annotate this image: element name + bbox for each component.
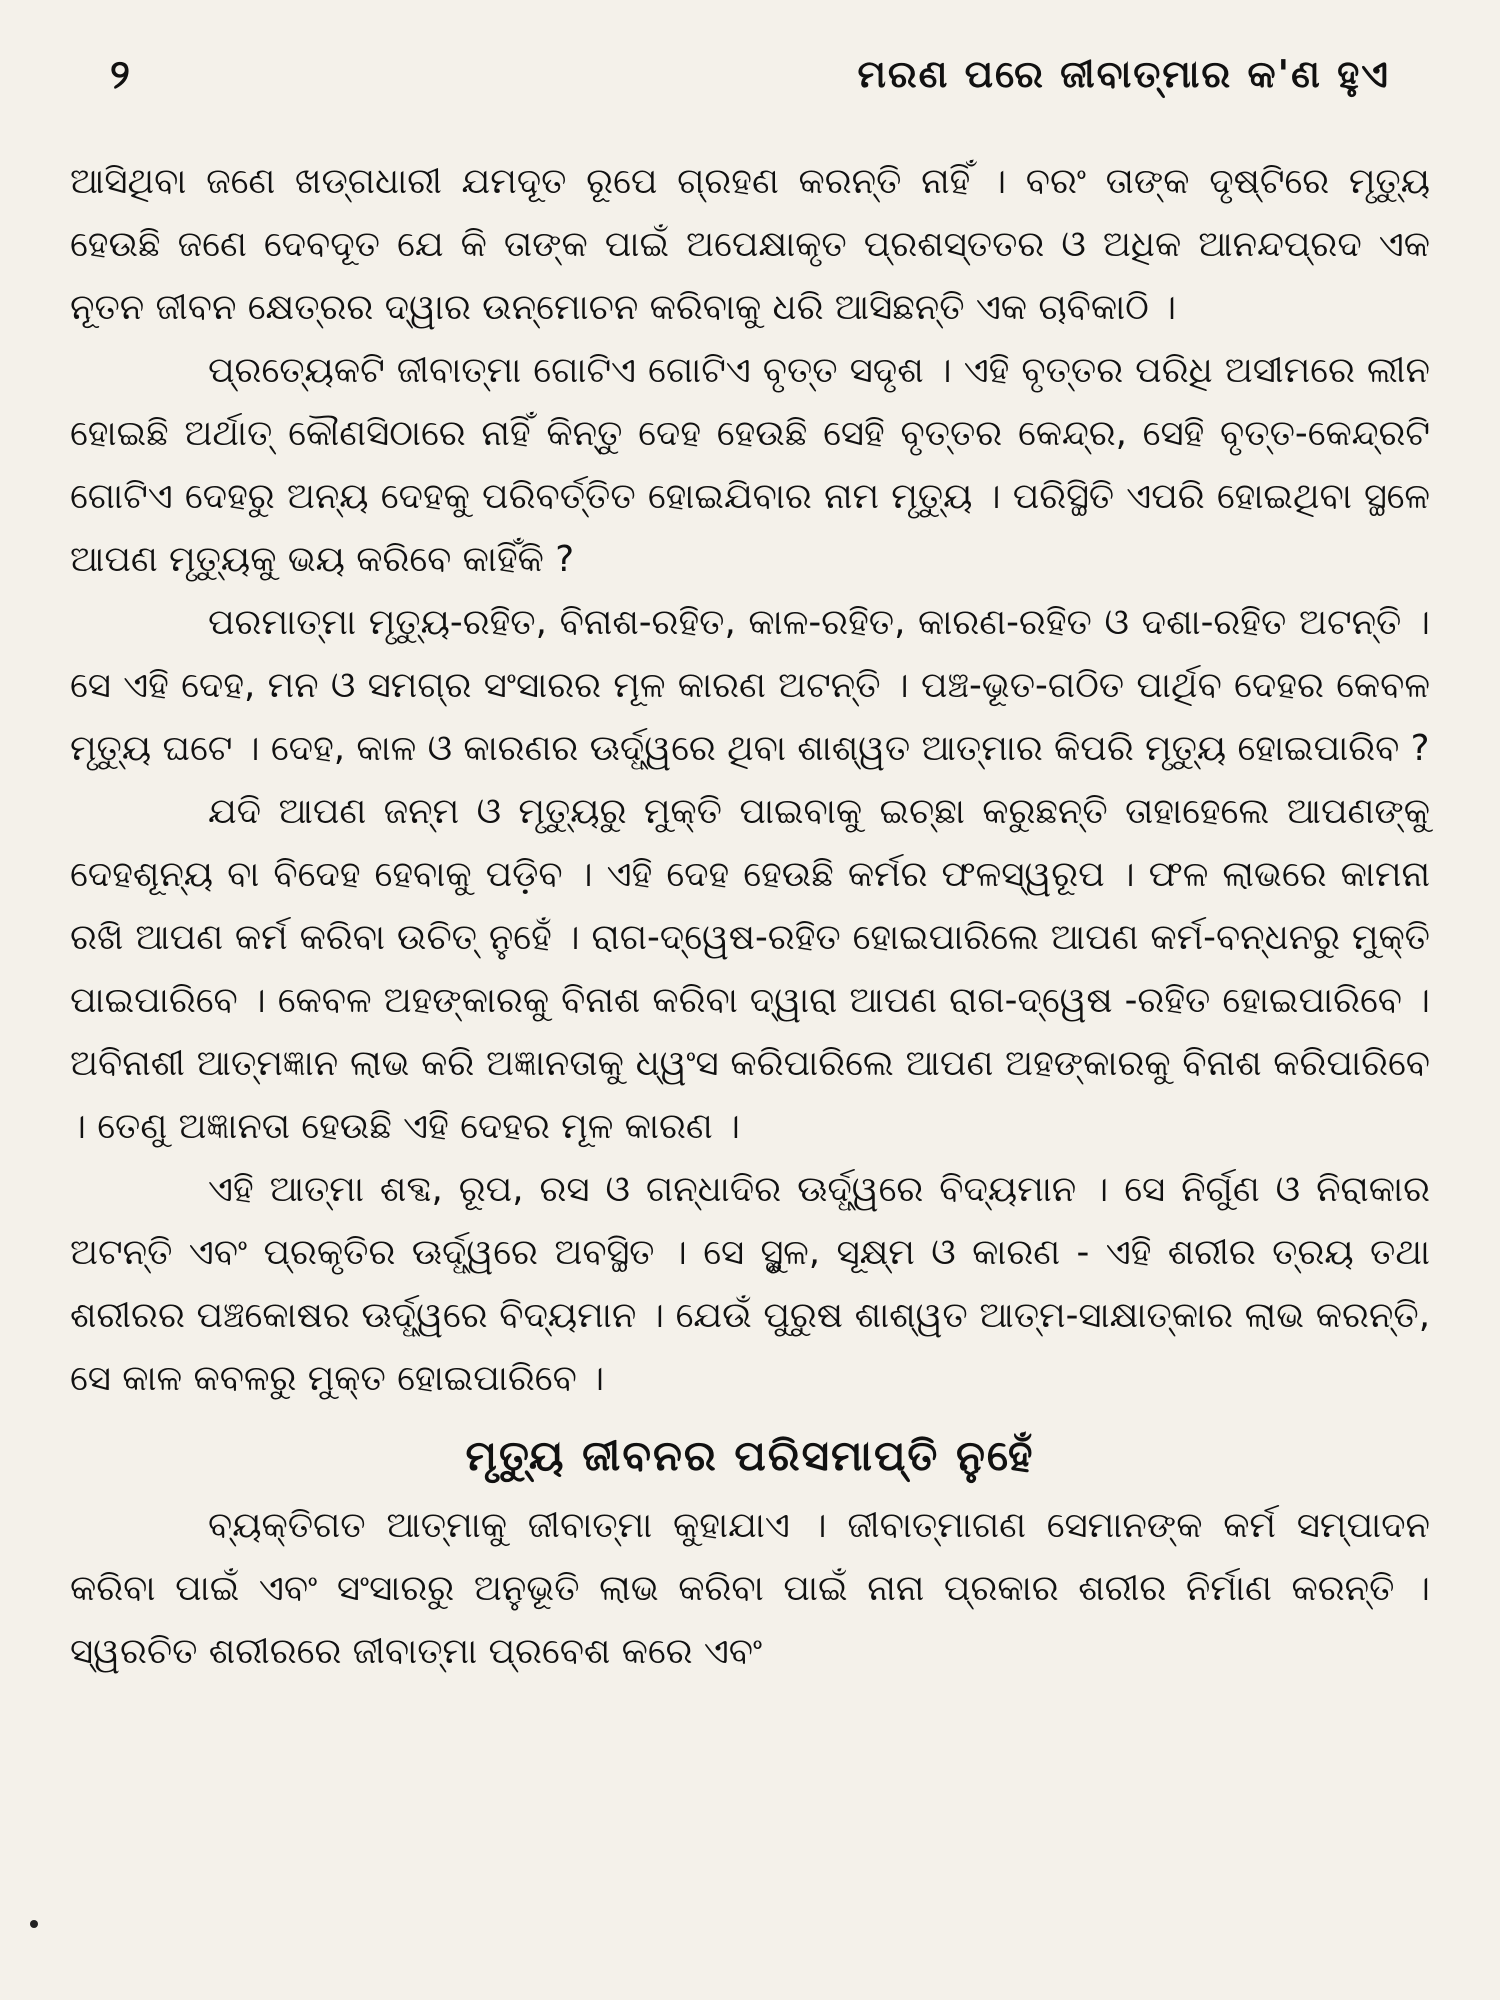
paragraph-2: ପ୍ରତ୍ୟେକଟି ଜୀବାତ୍ମା ଗୋଟିଏ ଗୋଟିଏ ବୃତ୍ତ ସଦୃଶ । ଏହି ବୃତ୍ତର ପରିଧି ଅସୀମରେ ଲୀନ ହୋଇଛି ଅର୍ଥାତ୍ କୌଣସିଠାରେ ନାହିଁ କିନ୍ତୁ ଦେହ ହେଉଛି ସେହି ବୃତ୍ତର କେନ୍ଦ୍ର, ସେହି ବୃତ୍ତ-କେନ୍ଦ୍ରଟି ଗୋଟିଏ ଦେହରୁ ଅନ୍ୟ ଦେହକୁ ପରିବର୍ତ୍ତିତ ହୋଇଯିବାର ନାମ ମୃତ୍ୟୁ । ପରିସ୍ଥିତି ଏପରି ହୋଇଥିବା ସ୍ଥଳେ ଆପଣ ମୃତ୍ୟୁକୁ ଭୟ କରିବେ କାହିଁକି ? xyxy=(70,350,1430,580)
margin-dot-mark xyxy=(30,1920,38,1928)
paragraph-4: ଯଦି ଆପଣ ଜନ୍ମ ଓ ମୃତ୍ୟୁରୁ ମୁକ୍ତି ପାଇବାକୁ ଇଚ୍ଛା କରୁଛନ୍ତି ତାହାହେଲେ ଆପଣଙ୍କୁ ଦେହଶୂନ୍ୟ ବା ବିଦେହ ହେବାକୁ ପଡ଼ିବ । ଏହି ଦେହ ହେଉଛି କର୍ମର ଫଳସ୍ୱରୂପ । ଫଳ ଲାଭରେ କାମନା ରଖି ଆପଣ କର୍ମ କରିବା ଉଚିତ୍ ନୁହେଁ । ରାଗ-ଦ୍ୱେଷ-ରହିତ ହୋଇପାରିଲେ ଆପଣ କର୍ମ-ବନ୍ଧନରୁ ମୁକ୍ତି ପାଇପାରିବେ । କେବଳ ଅହଙ୍କାରକୁ ବିନାଶ କରିବା ଦ୍ୱାରା ଆପଣ ରାଗ-ଦ୍ୱେଷ -ରହିତ ହୋଇପାରିବେ । ଅବିନାଶୀ ଆତ୍ମଜ୍ଞାନ ଲାଭ କରି ଅଜ୍ଞାନତାକୁ ଧ୍ୱଂସ କରିପାରିଲେ ଆପଣ ଅହଙ୍କାରକୁ ବିନାଶ କରିପାରିବେ । ତେଣୁ ଅଜ୍ଞାନତା ହେଉଛି ଏହି ଦେହର ମୂଳ କାରଣ । xyxy=(70,791,1430,1147)
page-number: ୨ xyxy=(110,52,130,98)
paragraph-5: ଏହି ଆତ୍ମା ଶବ୍ଦ, ରୂପ, ରସ ଓ ଗନ୍ଧାଦିର ଊର୍ଦ୍ଧ୍ୱରେ ବିଦ୍ୟମାନ । ସେ ନିର୍ଗୁଣ ଓ ନିରାକାର ଅଟନ୍ତି ଏବଂ ପ୍ରକୃତିର ଊର୍ଦ୍ଧ୍ୱରେ ଅବସ୍ଥିତ । ସେ ସ୍ଥୁଳ, ସୂକ୍ଷ୍ମ ଓ କାରଣ - ଏହି ଶରୀର ତ୍ରୟ ତଥା ଶରୀରର ପଞ୍ଚକୋଷର ଊର୍ଦ୍ଧ୍ୱରେ ବିଦ୍ୟମାନ । ଯେଉଁ ପୁରୁଷ ଶାଶ୍ୱତ ଆତ୍ମ-ସାକ୍ଷାତ୍କାର ଲାଭ କରନ୍ତି, ସେ କାଳ କବଳରୁ ମୁକ୍ତ ହୋଇପାରିବେ । xyxy=(70,1169,1430,1399)
paragraph-3: ପରମାତ୍ମା ମୃତ୍ୟୁ-ରହିତ, ବିନାଶ-ରହିତ, କାଳ-ରହିତ, କାରଣ-ରହିତ ଓ ଦଶା-ରହିତ ଅଟନ୍ତି । ସେ ଏହି ଦେହ, ମନ ଓ ସମଗ୍ର ସଂସାରର ମୂଳ କାରଣ ଅଟନ୍ତି । ପଞ୍ଚ-ଭୂତ-ଗଠିତ ପାର୍ଥିବ ଦେହର କେବଳ ମୃତ୍ୟୁ ଘଟେ । ଦେହ, କାଳ ଓ କାରଣର ଊର୍ଦ୍ଧ୍ୱରେ ଥିବା ଶାଶ୍ୱତ ଆତ୍ମାର କିପରି ମୃତ୍ୟୁ ହୋଇପାରିବ ? xyxy=(70,602,1430,769)
running-title: ମରଣ ପରେ ଜୀବାତ୍ମାର କ'ଣ ହୁଏ xyxy=(857,52,1390,96)
section-heading: ମୃତ୍ୟୁ ଜୀବନର ପରିସମାପ୍ତି ନୁହେଁ xyxy=(465,1431,1035,1480)
page-body xyxy=(70,150,1430,1683)
paragraph-1: ଆସିଥିବା ଜଣେ ଖଡ୍‌ଗଧାରୀ ଯମଦୂତ ରୂପେ ଗ୍ରହଣ କରନ୍ତି ନାହିଁ । ବରଂ ତାଙ୍କ ଦୃଷ୍ଟିରେ ମୃତ୍ୟୁ ହେଉଛି ଜଣେ ଦେବଦୂତ ଯେ କି ତାଙ୍କ ପାଇଁ ଅପେକ୍ଷାକୃତ ପ୍ରଶସ୍ତତର ଓ ଅଧିକ ଆନନ୍ଦପ୍ରଦ ଏକ ନୂତନ ଜୀବନ କ୍ଷେତ୍ରର ଦ୍ୱାର ଉନ୍ମୋଚନ କରିବାକୁ ଧରି ଆସିଛନ୍ତି ଏକ ଚାବିକାଠି । xyxy=(70,161,1430,328)
section-paragraph-1: ବ୍ୟକ୍ତିଗତ ଆତ୍ମାକୁ ଜୀବାତ୍ମା କୁହାଯାଏ । ଜୀବାତ୍ମାଗଣ ସେମାନଙ୍କ କର୍ମ ସମ୍ପାଦନ କରିବା ପାଇଁ ଏବଂ ସଂସାରରୁ ଅନୁଭୂତି ଲାଭ କରିବା ପାଇଁ ନାନା ପ୍ରକାର ଶରୀର ନିର୍ମାଣ କରନ୍ତି । ସ୍ୱରଚିତ ଶରୀରରେ ଜୀବାତ୍ମା ପ୍ରବେଶ କରେ ଏବଂ xyxy=(70,1505,1430,1672)
page-header xyxy=(110,52,1390,112)
